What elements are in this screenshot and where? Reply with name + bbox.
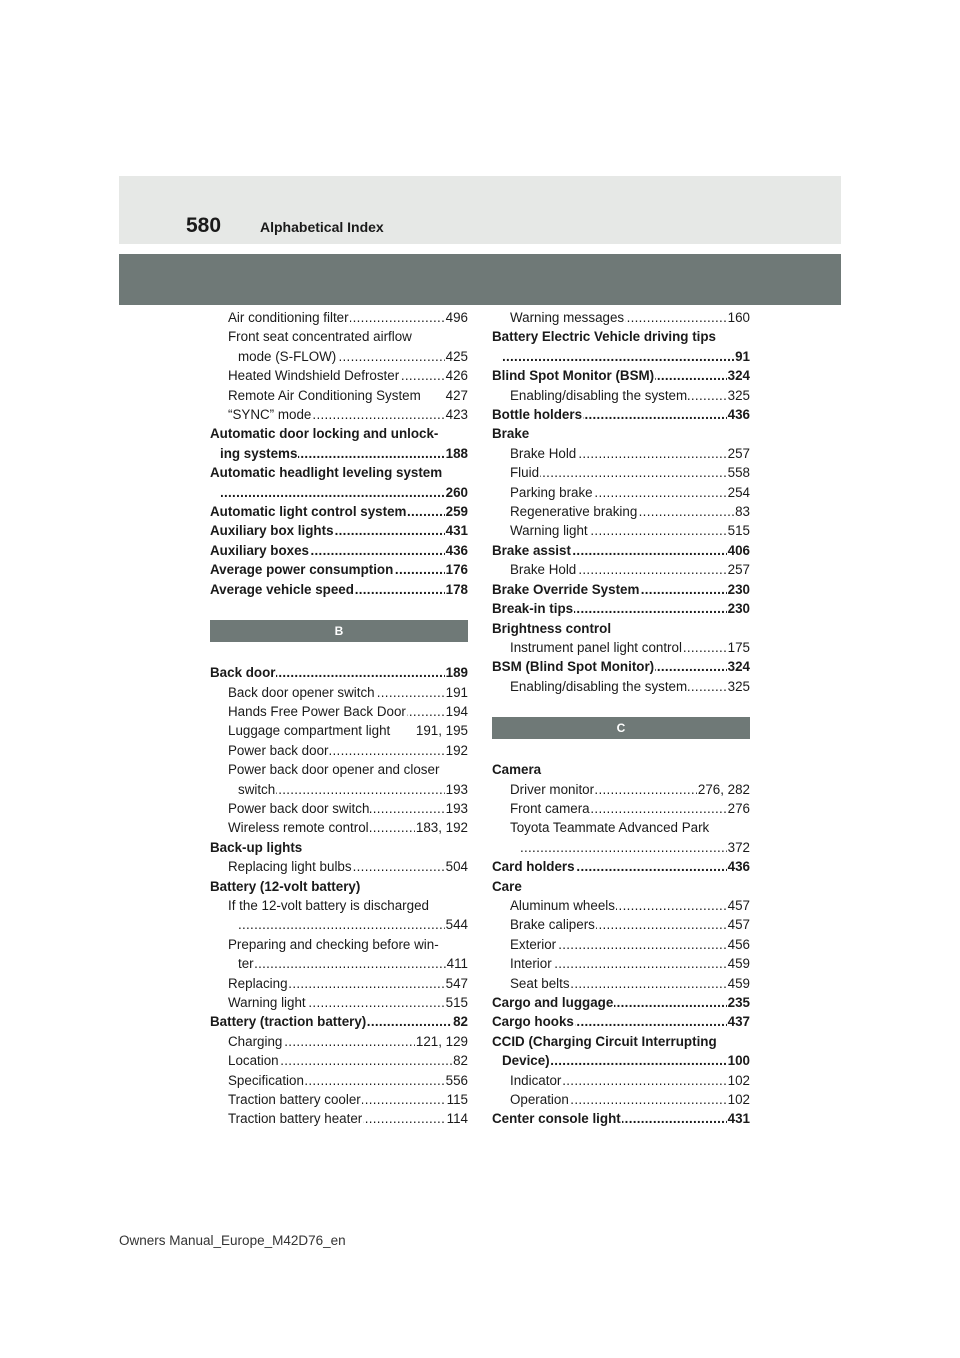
entry-label: Camera xyxy=(492,762,542,778)
entry-label: Seat belts xyxy=(510,975,570,991)
page-ref: 176 xyxy=(445,560,468,579)
page-ref: 82 xyxy=(452,1051,468,1070)
entry-label xyxy=(238,917,239,932)
entry-label xyxy=(502,349,503,364)
index-entry xyxy=(210,760,468,779)
index-entry xyxy=(210,366,468,385)
page-ref: 324 xyxy=(727,366,750,385)
index-entry xyxy=(210,915,468,934)
page-ref: 496 xyxy=(445,308,468,327)
index-entry xyxy=(210,1032,468,1051)
page-ref: 254 xyxy=(727,483,750,502)
page-number: 580 xyxy=(186,214,222,237)
page-ref: 102 xyxy=(727,1071,750,1090)
index-entry xyxy=(210,993,468,1012)
entry-label: switch xyxy=(238,781,276,797)
page-ref: 515 xyxy=(727,521,750,540)
entry-label: Battery (traction battery) xyxy=(210,1014,367,1030)
index-entry xyxy=(492,463,750,482)
index-entry xyxy=(492,521,750,540)
page-ref: ..... 372 xyxy=(727,838,750,857)
page-ref: 82 xyxy=(452,1012,468,1031)
entry-label: Auxiliary boxes xyxy=(210,542,309,558)
footer-text: Owners Manual_Europe_M42D76_en xyxy=(119,1233,346,1248)
index-entry xyxy=(210,444,468,463)
page-ref: 406 xyxy=(727,541,750,560)
page-ref: 431 xyxy=(727,1109,750,1128)
index-entry xyxy=(210,424,468,443)
page-ref: 121, 129 xyxy=(415,1032,468,1051)
page-ref: 193 xyxy=(445,799,468,818)
entry-label: Charging xyxy=(228,1033,283,1049)
entry-label: Location xyxy=(228,1053,279,1069)
entry-label: Cargo hooks xyxy=(492,1014,574,1030)
page-ref: 324 xyxy=(727,657,750,676)
entry-label xyxy=(520,840,521,855)
index-entry xyxy=(210,877,468,896)
index-entry xyxy=(210,560,468,579)
index-entry xyxy=(210,721,468,740)
page-ref: 411 xyxy=(446,954,468,973)
entry-label: Auxiliary box lights xyxy=(210,523,334,539)
entry-label: Warning messages xyxy=(510,310,625,325)
index-entry xyxy=(492,677,750,696)
page-ref: 188 xyxy=(445,444,468,463)
index-entry xyxy=(492,308,750,327)
entry-label: Brake Override System xyxy=(492,581,640,597)
index-entry xyxy=(492,1012,750,1031)
entry-label: Indicator xyxy=(510,1072,562,1088)
index-entry xyxy=(492,935,750,954)
entry-label: Warning light xyxy=(228,995,306,1010)
page-ref: 436 xyxy=(727,857,750,876)
page-ref: 456 xyxy=(727,935,750,954)
entry-label: Warning light xyxy=(510,523,588,539)
entry-label: Traction battery heater xyxy=(228,1111,363,1127)
entry-label: Battery Electric Vehicle driving tips xyxy=(492,329,717,345)
entry-label: Enabling/disabling the system xyxy=(510,678,688,694)
entry-label: Brake calipers xyxy=(510,917,595,933)
index-entry xyxy=(210,308,468,327)
entry-label: Wireless remote control xyxy=(228,820,369,836)
index-entry xyxy=(492,405,750,424)
index-entry xyxy=(210,1109,468,1128)
entry-label: ter xyxy=(238,956,254,972)
page-ref: 193 xyxy=(445,780,468,799)
entry-label: Battery (12-volt battery) xyxy=(210,878,361,894)
entry-label: Brake assist xyxy=(492,542,571,558)
page-ref: 426 xyxy=(445,366,468,385)
entry-label: Center console light xyxy=(492,1111,621,1127)
index-entry xyxy=(210,857,468,876)
index-entry xyxy=(210,541,468,560)
entry-label: Toyota Teammate Advanced Park xyxy=(510,820,710,836)
entry-label: Air conditioning filter xyxy=(228,310,349,325)
entry-label: Front camera xyxy=(510,800,590,816)
entry-label: Power back door xyxy=(228,742,329,758)
index-entry xyxy=(210,1051,468,1070)
index-entry xyxy=(492,580,750,599)
entry-label: ing systems xyxy=(220,445,298,461)
index-entry xyxy=(492,799,750,818)
index-entry xyxy=(492,1071,750,1090)
entry-label: Average power consumption xyxy=(210,562,394,578)
page-ref: 459 xyxy=(727,954,750,973)
entry-label: Heated Windshield Defroster xyxy=(228,368,400,384)
entry-label: Parking brake xyxy=(510,484,593,500)
index-entry xyxy=(210,896,468,915)
index-entry xyxy=(210,1090,468,1109)
entry-label: Interior xyxy=(510,956,552,972)
entry-label: Exterior xyxy=(510,936,557,952)
entry-label: Brightness control xyxy=(492,620,612,636)
index-entry xyxy=(492,780,750,799)
index-entry xyxy=(492,857,750,876)
index-entry xyxy=(210,838,468,857)
index-entry xyxy=(210,663,468,682)
entry-label: Remote Air Conditioning System xyxy=(228,387,421,403)
page-ref: 102 xyxy=(727,1090,750,1109)
entry-label: Care xyxy=(492,878,522,894)
page-ref: ..... 544 xyxy=(445,915,468,934)
page-ref: 547 xyxy=(445,974,468,993)
entry-label: Replacing xyxy=(228,975,288,991)
entry-label: “SYNC” mode xyxy=(228,407,312,423)
page-ref: 178 xyxy=(445,580,468,599)
index-column-left xyxy=(210,308,468,1129)
entry-label: Average vehicle speed xyxy=(210,581,354,597)
entry-label: Power back door switch xyxy=(228,800,370,816)
entry-label: Back-up lights xyxy=(210,839,303,855)
index-entry xyxy=(210,347,468,366)
section-title: Alphabetical Index xyxy=(260,219,384,235)
entry-label: Break-in tips xyxy=(492,601,574,617)
page-ref: 183, 192 xyxy=(415,818,468,837)
page-ref: 431 xyxy=(445,521,468,540)
letter-header: C xyxy=(492,717,750,739)
entry-label: Blind Spot Monitor (BSM) xyxy=(492,368,655,384)
entry-label: Instrument panel light control xyxy=(510,639,682,655)
page-ref: 257 xyxy=(727,560,750,579)
page-ref: 192 xyxy=(445,741,468,760)
entry-label: BSM (Blind Spot Monitor) xyxy=(492,659,655,675)
index-entry xyxy=(492,347,750,366)
page-ref: 259 xyxy=(445,502,468,521)
index-entry xyxy=(210,463,468,482)
page-ref: 436 xyxy=(727,405,750,424)
letter-header: B xyxy=(210,620,468,642)
entry-label: Bottle holders xyxy=(492,407,583,423)
index-entry xyxy=(210,327,468,346)
index-entry xyxy=(492,599,750,618)
index-entry xyxy=(210,954,468,973)
index-entry xyxy=(492,386,750,405)
entry-label: Luggage compartment light xyxy=(228,723,391,739)
index-entry xyxy=(210,1071,468,1090)
entry-label: CCID (Charging Circuit Interrupting xyxy=(492,1033,717,1049)
index-entry xyxy=(210,1012,468,1031)
index-entry xyxy=(492,366,750,385)
index-entry xyxy=(492,896,750,915)
index-entry xyxy=(210,818,468,837)
entry-label: Front seat concentrated airflow xyxy=(228,329,412,345)
page-ref: 425 xyxy=(445,347,468,366)
entry-label: Operation xyxy=(510,1092,569,1108)
entry-label: Regenerative braking xyxy=(510,504,638,520)
index-entry xyxy=(492,327,750,346)
entry-label: Preparing and checking before win- xyxy=(228,936,439,952)
page-ref: 437 xyxy=(727,1012,750,1031)
entry-label: Back door opener switch xyxy=(228,684,375,700)
index-entry xyxy=(492,818,750,837)
index-entry xyxy=(210,702,468,721)
index-entry xyxy=(492,502,750,521)
page-ref: 556 xyxy=(445,1071,468,1090)
entry-label: Replacing light bulbs xyxy=(228,859,352,875)
page-ref: 114 xyxy=(446,1109,468,1128)
index-entry xyxy=(492,1090,750,1109)
page-ref: 325 xyxy=(727,677,750,696)
entry-label: Fluid xyxy=(510,465,540,481)
page-ref: 100 xyxy=(727,1051,750,1070)
page-ref: ..... 91 xyxy=(734,347,750,366)
page-ref: ..... 260 xyxy=(445,483,468,502)
index-entry xyxy=(492,760,750,779)
index-entry xyxy=(492,877,750,896)
entry-label: Specification xyxy=(228,1072,304,1088)
index-entry xyxy=(210,580,468,599)
index-entry xyxy=(492,444,750,463)
entry-label: Device) xyxy=(502,1053,550,1069)
index-entry xyxy=(492,915,750,934)
page-ref: 191, 195 xyxy=(415,721,468,740)
entry-label: Brake Hold xyxy=(510,445,577,461)
page-ref: 276, 282 xyxy=(697,780,750,799)
page-ref: 160 xyxy=(727,308,750,327)
index-entry xyxy=(492,541,750,560)
page-ref: 457 xyxy=(727,896,750,915)
page-ref: 558 xyxy=(727,463,750,482)
page-ref: 504 xyxy=(445,857,468,876)
index-entry xyxy=(492,993,750,1012)
index-entry xyxy=(492,560,750,579)
index-entry xyxy=(210,521,468,540)
index-entry xyxy=(492,974,750,993)
page-ref: 325 xyxy=(727,386,750,405)
entry-label: Power back door opener and closer xyxy=(228,762,440,778)
page-ref: 191 xyxy=(445,683,468,702)
page-ref: 423 xyxy=(445,405,468,424)
header-banner xyxy=(119,254,841,305)
index-entry xyxy=(210,780,468,799)
entry-label: Hands Free Power Back Door xyxy=(228,703,406,719)
index-entry xyxy=(210,386,468,405)
page-ref: 436 xyxy=(445,541,468,560)
entry-label: If the 12-volt battery is discharged xyxy=(228,897,429,913)
entry-label: Card holders xyxy=(492,859,575,875)
page-ref: 189 xyxy=(445,663,468,682)
index-entry xyxy=(210,799,468,818)
index-entry xyxy=(492,1109,750,1128)
entry-label: Brake Hold xyxy=(510,562,577,578)
entry-label: Traction battery cooler xyxy=(228,1092,361,1108)
page-ref: 276 xyxy=(727,799,750,818)
page-ref: 515 xyxy=(445,993,468,1012)
page-ref: 83 xyxy=(734,502,750,521)
entry-label: Back door xyxy=(210,665,276,681)
page-ref: 115 xyxy=(446,1090,468,1109)
index-entry xyxy=(210,974,468,993)
page-ref: 427 xyxy=(445,386,468,405)
index-entry xyxy=(492,838,750,857)
index-entry xyxy=(492,619,750,638)
entry-label xyxy=(220,485,221,500)
index-entry xyxy=(492,657,750,676)
index-entry xyxy=(210,741,468,760)
entry-label: Aluminum wheels xyxy=(510,897,615,913)
page-ref: 235 xyxy=(727,993,750,1012)
page-ref: 459 xyxy=(727,974,750,993)
index-column-right xyxy=(492,308,750,1129)
index-entry xyxy=(210,683,468,702)
header-band xyxy=(119,176,841,244)
entry-label: Driver monitor xyxy=(510,781,595,797)
entry-label: Automatic headlight leveling system xyxy=(210,465,443,481)
entry-label: Brake xyxy=(492,426,530,442)
page-ref: 457 xyxy=(727,915,750,934)
entry-label: Cargo and luggage xyxy=(492,995,614,1010)
page-ref: 230 xyxy=(727,580,750,599)
index-entry xyxy=(210,935,468,954)
page-ref: 230 xyxy=(727,599,750,618)
index-entry xyxy=(492,638,750,657)
index-entry xyxy=(210,483,468,502)
index-entry xyxy=(492,1051,750,1070)
page-ref: 194 xyxy=(445,702,468,721)
page-ref: 175 xyxy=(727,638,750,657)
page-ref: 257 xyxy=(727,444,750,463)
entry-label: Automatic light control system xyxy=(210,504,407,520)
index-entry xyxy=(210,502,468,521)
entry-label: Enabling/disabling the system xyxy=(510,387,688,403)
index-entry xyxy=(492,424,750,443)
index-entry xyxy=(492,954,750,973)
entry-label: mode (S-FLOW) xyxy=(238,348,337,364)
index-entry xyxy=(210,405,468,424)
index-entry xyxy=(492,1032,750,1051)
index-entry xyxy=(492,483,750,502)
entry-label: Automatic door locking and unlock- xyxy=(210,426,439,442)
